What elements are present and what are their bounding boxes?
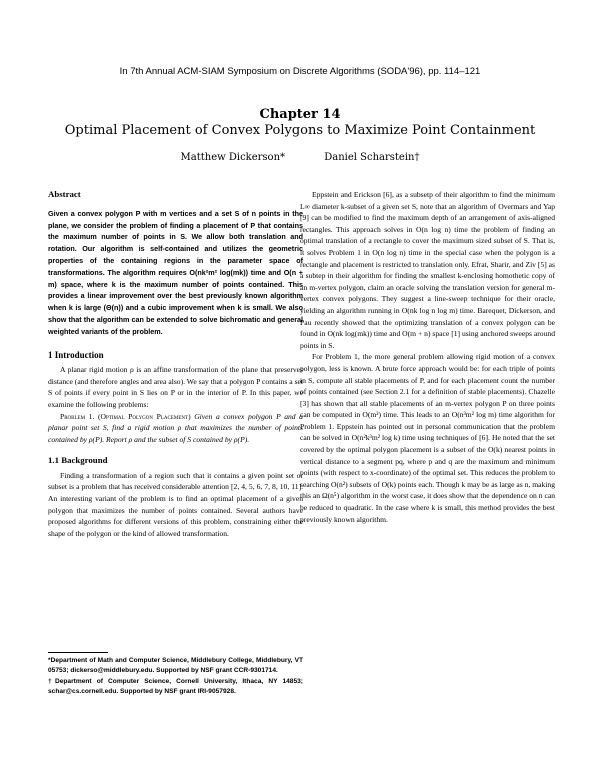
chapter-label: Chapter 14: [259, 107, 341, 122]
right-column: [300, 189, 555, 525]
paper-title: Optimal Placement of Convex Polygons to Maximize Point Containment: [64, 123, 536, 138]
problem-statement: [48, 411, 303, 446]
problem-text: Given a convex polygon P and a planar point set S, find a rigid motion ρ that maximizes the number of points contained by ρ(P). Report ρ and the subset of S contained by ρ(P).: [48, 411, 303, 444]
author-list: [0, 152, 600, 163]
related-work-paragraph-1: Eppstein and Erickson [6], as a subsetp of their algorithm to find the minimum L∞ diameter k-subset of a given set S, note that an algorithm of Overmars and Yap [9] can be modified to find the maximum depth of an arrangement of axis-aligned rectangles. This approach solves in O(n log n) time the problem of finding an optimal translation of a rectangle to cover the maximum sized subset of S. That is, it solves Problem 1 in O(n log n) time in the special case when the polygon is a rectangle and placement is restricted to translation only. Efrat, Sharir, and Ziv [5] as a subtep in their algorithm for finding the smallest k-enclosing homothetic copy of an m-vertex polygon, claim an oracle solving the translation version for general m-vertex convex polygons. They suggest a line-sweep technique for their oracle, yielding an algorithm running in O(nk log n log m) time. Barequet, Dickerson, and Pau recently showed that the optimizing translation of a convex polygon can be found in O(nk log(mk)) time and O(m + n) space [1] using anchored sweeps around points in S.: [300, 190, 555, 350]
left-column: [48, 189, 303, 539]
background-heading: 1.1 Background: [48, 455, 108, 466]
introduction-heading: 1 Introduction: [48, 349, 104, 360]
related-work-paragraph-2: For Problem 1, the more general problem allowing rigid motion of a convex polygon, less is known. A brute force approach would be: for each triple of points in S, compute all stable placements of P, and for each placement count the number of points contained (see Section 2.1 for a definition of stable placements). Chazelle [3] has shown that all stable placements of an m-vertex polygon P on three points can be computed in O(m²) time. This leads to an O(n³m² log m) time algorithm for Problem 1. Eppstein has pointed out in personal communication that the problem can be solved in O(n²k³m² log k) time using techniques of [6]. He noted that the set covered by the optimal polygon placement is a subset of the O(k) nearest points in vertical distance to a segment pq, where p and q are the maximum and minimum points (with respect to x-coordinate) of the optimal set. This reduces the problem to searching O(n²) subsets of O(k) points each. Though k may be as large as n, making this an Ω(n⁵) algorithm in the worst case, it does show that the dependence on n can be reduced to quadratic. In the case where k is small, this method provides the best previously known algorithm.: [300, 352, 555, 524]
introduction-paragraph: A planar rigid motion ρ is an affine transformation of the plane that preserves distance (and therefore angles and area also). We say that a polygon P contains a set S of points if every point in S lies on P or in the interior of P. In this paper, we examine the following problems:: [48, 365, 303, 409]
abstract-text: Given a convex polygon P with m vertices and a set S of n points in the plane, we consider the problem of finding a placement of P that contains the maximum number of points in S. We allow both translation and rotation. Our algorithm is self-contained and utilizes the geometric properties of the containing regions in the parameter space of transformations. The algorithm requires O(nk²m² log(mk)) time and O(n + m) space, where k is the maximum number of points contained. This provides a linear improvement over the best previously known algorithm when k is large (Θ(n)) and a cubic improvement when k is small. We also show that the algorithm can be extended to solve bichromatic and general weighted variants of the problem.: [48, 208, 303, 336]
author-1: Matthew Dickerson*: [180, 152, 286, 163]
author-2: Daniel Scharstein†: [324, 152, 420, 163]
venue-header: In 7th Annual ACM-SIAM Symposium on Discrete Algorithms (SODA'96), pp. 114–121: [119, 66, 481, 77]
problem-label: Problem 1. (Optimal Polygon Placement): [60, 411, 191, 421]
abstract-heading: Abstract: [48, 189, 81, 199]
background-paragraph: Finding a transformation of a region such that it contains a given point set or subset is a problem that has received considerable attention [2, 4, 5, 6, 7, 8, 10, 11]. An interesting variant of the problem is to find an optimal placement of a given polygon that maximizes the number of points contained. Several authors have proposed algorithms for different versions of this problem, constraining either the shape of the polygon or the kind of allowed transformation.: [48, 470, 303, 538]
footnote-2: †Department of Computer Science, Cornell University, Ithaca, NY 14853; schar@cs.cornell.edu. Supported by NSF grant IRI-9057928.: [48, 678, 303, 695]
footnote-rule: [48, 652, 108, 653]
footnotes: [48, 652, 303, 698]
footnote-1: *Department of Math and Computer Science, Middlebury College, Middlebury, VT 05753; dickerso@middlebury.edu. Supported by NSF grant CCR-9301714.: [48, 657, 303, 674]
